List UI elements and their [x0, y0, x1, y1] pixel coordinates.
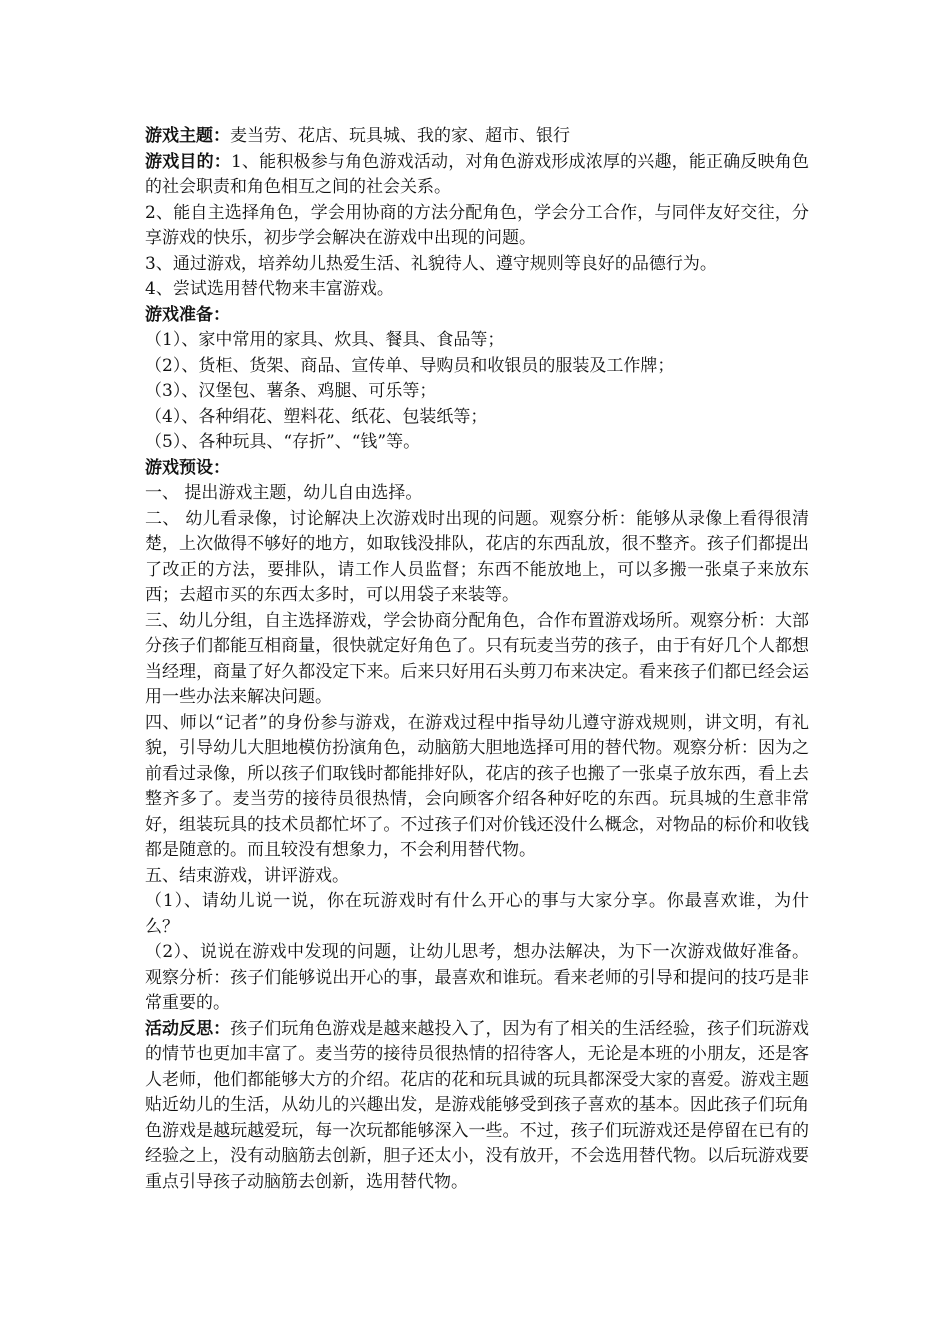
preparation-item-3: （3）、汉堡包、薯条、鸡腿、可乐等； [145, 381, 437, 401]
goals-item-4: 4、尝试选用替代物来丰富游戏。 [145, 279, 394, 299]
goals-item-1: 1、能积极参与角色游戏活动，对角色游戏形成浓厚的兴趣，能正确反映角色的社会职责和角色相互之间的社会关系。 [145, 151, 809, 197]
document-page [145, 124, 809, 1195]
plan-item-5: 五、结束游戏，讲评游戏。 [145, 865, 349, 886]
goals-paragraph-1 [145, 150, 809, 201]
preparation-item-2: （2）、货柜、货架、商品、宣传单、导购员和收银员的服装及工作牌； [145, 355, 675, 376]
goals-item-2: 2、能自主选择角色，学会用协商的方法分配角色，学会分工合作，与同伴友好交往，分享游戏的快乐，初步学会解决在游戏中出现的问题。 [145, 202, 809, 248]
reflection-text: 孩子们玩角色游戏是越来越投入了，因为有了相关的生活经验，孩子们玩游戏的情节也更加丰富了。麦当劳的接待员很热情的招待客人，无论是本班的小朋友，还是客人老师，他们都能够大方的介绍。花店的花和玩具诚的玩具都深受大家的喜爱。游戏主题贴近幼儿的生活，从幼儿的兴趣出发，是游戏能够受到孩子喜欢的基本。因此孩子们玩角色游戏是越玩越爱玩，每一次玩都能够深入一些。不过，孩子们玩游戏还是停留在已有的经验之上，没有动脑筋去创新，胆子还太小，没有放开，不会选用替代物。以后玩游戏要重点引导孩子动脑筋去创新，选用替代物。 [145, 1018, 810, 1192]
reflection-paragraph [145, 1017, 809, 1196]
plan-label: 游戏预设： [145, 457, 230, 478]
theme-paragraph [145, 124, 809, 150]
plan-item-1: 一、 提出游戏主题，幼儿自由选择。 [145, 483, 423, 503]
preparation-item-1: （1）、家中常用的家具、炊具、餐具、食品等； [145, 330, 505, 350]
reflection-label: 活动反思： [145, 1018, 231, 1039]
theme-label: 游戏主题： [145, 126, 230, 146]
plan-item-6: （1）、请幼儿说一说，你在玩游戏时有什么开心的事与大家分享。你最喜欢谁，为什么？ [145, 891, 809, 937]
goals-label: 游戏目的： [145, 151, 231, 172]
plan-item-7: （2）、说说在游戏中发现的问题，让幼儿思考，想办法解决，为下一次游戏做好准备。观察分析：孩子们能够说出开心的事，最喜欢和谁玩。看来老师的引导和提问的技巧是非常重要的。 [145, 942, 809, 1013]
goals-item-3: 3、通过游戏，培养幼儿热爱生活、礼貌待人、遵守规则等良好的品德行为。 [145, 253, 717, 274]
plan-item-3: 三、幼儿分组，自主选择游戏，学会协商分配角色，合作布置游戏场所。观察分析：大部分孩子们都能互相商量，很快就定好角色了。只有玩麦当劳的孩子，由于有好几个人都想当经理，商量了好久都没定下来。后来只好用石头剪刀布来决定。看来孩子们都已经会运用一些办法来解决问题。 [145, 610, 809, 707]
preparation-item-5: （5）、各种玩具、“存折”、“钱”等。 [145, 432, 421, 452]
plan-item-4: 四、师以“记者”的身份参与游戏，在游戏过程中指导幼儿遵守游戏规则，讲文明，有礼貌，引导幼儿大胆地模仿扮演角色，动脑筋大胆地选择可用的替代物。观察分析：因为之前看过录像，所以孩子们取钱时都能排好队，花店的孩子也搬了一张桌子放东西，看上去整齐多了。麦当劳的接待员很热情，会向顾客介绍各种好吃的东西。玩具城的生意非常好，组装玩具的技术员都忙坏了。不过孩子们对价钱还没什么概念，对物品的标价和收钱都是随意的。而且较没有想象力，不会利用替代物。 [145, 712, 809, 860]
theme-text: 麦当劳、花店、玩具城、我的家、超市、银行 [230, 126, 570, 146]
preparation-item-4: （4）、各种绢花、塑料花、纸花、包装纸等； [145, 406, 488, 427]
plan-item-2: 二、 幼儿看录像，讨论解决上次游戏时出现的问题。观察分析：能够从录像上看得很清楚，上次做得不够好的地方，如取钱没排队，花店的东西乱放，很不整齐。孩子们都提出了改正的方法，要排队，请工作人员监督；东西不能放地上，可以多搬一张桌子来放东西；去超市买的东西太多时，可以用袋子来装等。 [145, 508, 809, 605]
preparation-label: 游戏准备： [145, 304, 230, 325]
